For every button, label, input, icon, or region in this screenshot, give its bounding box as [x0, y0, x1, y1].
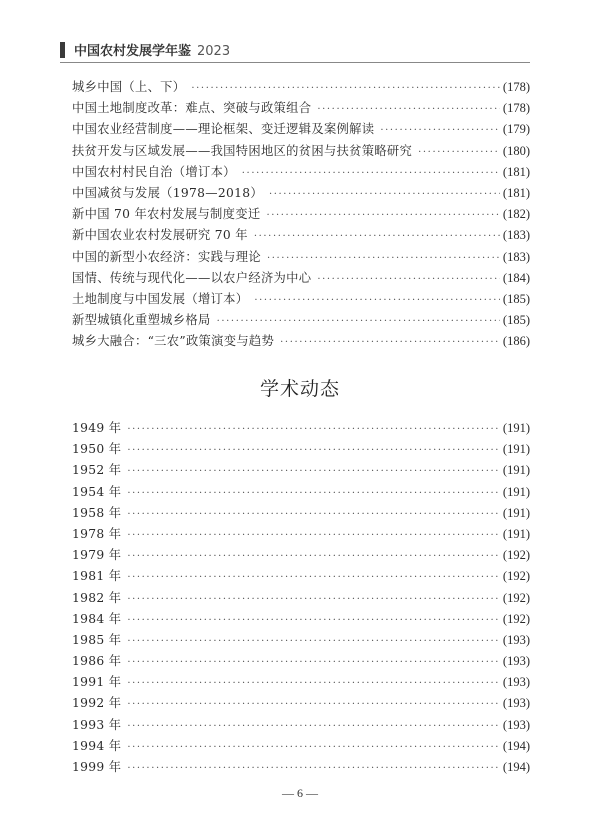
toc-dot-leader — [254, 295, 500, 306]
toc-entry[interactable] — [72, 439, 530, 460]
toc-list-books — [72, 77, 530, 352]
toc-entry-page: (193) — [502, 717, 530, 732]
toc-dot-leader — [127, 763, 500, 774]
toc-entry-page: (183) — [502, 228, 530, 243]
toc-entry[interactable] — [72, 566, 530, 587]
toc-entry-page: (185) — [502, 291, 530, 306]
toc-entry[interactable] — [72, 630, 530, 651]
toc-dot-leader — [380, 125, 500, 136]
toc-dot-leader — [127, 678, 500, 689]
toc-entry[interactable] — [72, 545, 530, 566]
page-number: — 6 — — [282, 786, 318, 800]
toc-dot-leader — [418, 147, 500, 158]
toc-entry[interactable] — [72, 482, 530, 503]
toc-entry-title: 1991 年 — [72, 675, 122, 690]
toc-entry[interactable] — [72, 141, 530, 162]
toc-entry-page: (193) — [502, 632, 530, 647]
toc-entry-title: 1993 年 — [72, 717, 122, 732]
toc-entry-title: 城乡中国（上、下） — [72, 80, 186, 94]
toc-entry-page: (193) — [502, 675, 530, 690]
toc-entry-page: (194) — [502, 738, 530, 753]
toc-entry[interactable] — [72, 77, 530, 98]
toc-entry-page: (178) — [502, 101, 530, 116]
toc-entry-title: 中国土地制度改革：难点、突破与政策组合 — [72, 101, 312, 116]
toc-entry-title: 1981 年 — [72, 569, 122, 584]
toc-dot-leader — [127, 445, 500, 456]
toc-entry-page: (181) — [502, 185, 530, 200]
toc-entry-title: 1954 年 — [72, 484, 122, 499]
toc-entry-title: 1992 年 — [72, 696, 122, 711]
toc-entry-title: 中国的新型小农经济：实践与理论 — [72, 249, 261, 264]
toc-entry[interactable] — [72, 503, 530, 524]
toc-entry-page: (184) — [502, 270, 530, 285]
toc-dot-leader — [127, 657, 500, 668]
toc-dot-leader — [127, 742, 500, 753]
toc-entry[interactable] — [72, 225, 530, 246]
toc-entry[interactable] — [72, 331, 530, 352]
toc-entry-page: (192) — [502, 590, 530, 605]
toc-entry-title: 1984 年 — [72, 611, 122, 626]
toc-entry-title: 1958 年 — [72, 505, 122, 520]
toc-dot-leader — [127, 699, 500, 710]
toc-entry-title: 1982 年 — [72, 590, 122, 605]
toc-entry-title: 1950 年 — [72, 442, 122, 457]
toc-entry-page: (180) — [502, 143, 530, 158]
toc-entry-title: 中国减贫与发展（1978—2018） — [72, 185, 263, 200]
toc-entry[interactable] — [72, 418, 530, 439]
toc-dot-leader — [127, 572, 500, 583]
toc-list-academic-events — [72, 418, 530, 778]
toc-dot-leader — [317, 104, 500, 115]
toc-dot-leader — [317, 274, 500, 285]
toc-dot-leader — [127, 594, 500, 605]
toc-entry-page: (191) — [502, 463, 530, 478]
toc-dot-leader — [254, 231, 500, 242]
toc-dot-leader — [127, 636, 500, 647]
toc-entry-title: 1999 年 — [72, 760, 122, 774]
toc-entry[interactable] — [72, 162, 530, 183]
toc-entry-page: (186) — [502, 334, 530, 349]
toc-dot-leader — [127, 488, 500, 499]
toc-entry[interactable] — [72, 183, 530, 204]
header-rule — [60, 62, 530, 63]
toc-dot-leader — [127, 551, 500, 562]
toc-entry[interactable] — [72, 651, 530, 672]
toc-entry-title: 新型城镇化重塑城乡格局 — [72, 313, 211, 328]
toc-entry-page: (192) — [502, 611, 530, 626]
toc-entry[interactable] — [72, 247, 530, 268]
toc-dot-leader — [127, 424, 500, 435]
toc-entry-title: 新中国农业农村发展研究 70 年 — [72, 228, 248, 243]
toc-entry-page: (179) — [502, 122, 530, 137]
toc-dot-leader — [267, 253, 500, 264]
toc-entry[interactable] — [72, 672, 530, 693]
toc-entry-title: 1985 年 — [72, 632, 122, 647]
toc-entry[interactable] — [72, 757, 530, 778]
toc-entry-page: (178) — [502, 80, 530, 94]
toc-entry-page: (181) — [502, 164, 530, 179]
toc-dot-leader — [127, 466, 500, 477]
toc-entry-page: (192) — [502, 569, 530, 584]
header-bar-mark — [60, 42, 65, 58]
section-heading: 学术动态 — [259, 378, 340, 400]
toc-entry-page: (182) — [502, 207, 530, 222]
toc-entry-title: 国情、传统与现代化——以农户经济为中心 — [72, 270, 312, 285]
toc-dot-leader — [280, 337, 500, 348]
toc-dot-leader — [127, 615, 500, 626]
running-header — [60, 36, 530, 60]
toc-entry-page: (191) — [502, 484, 530, 499]
toc-dot-leader — [269, 189, 500, 200]
toc-entry-title: 1994 年 — [72, 738, 122, 753]
toc-entry[interactable] — [72, 736, 530, 757]
header-year: 2023 — [197, 44, 231, 59]
toc-entry[interactable] — [72, 524, 530, 545]
toc-entry-title: 中国农业经营制度——理论框架、变迁逻辑及案例解读 — [72, 122, 375, 137]
toc-entry-page: (193) — [502, 654, 530, 669]
book-title: 中国农村发展学年鉴 — [74, 44, 192, 59]
toc-dot-leader — [127, 530, 500, 541]
toc-entry[interactable] — [72, 460, 530, 481]
toc-entry-page: (193) — [502, 696, 530, 711]
toc-entry[interactable] — [72, 268, 530, 289]
toc-entry[interactable] — [72, 310, 530, 331]
toc-entry[interactable] — [72, 98, 530, 119]
toc-entry[interactable] — [72, 693, 530, 714]
toc-entry-title: 土地制度与中国发展（增订本） — [72, 291, 249, 306]
toc-entry-title: 扶贫开发与区域发展——我国特困地区的贫困与扶贫策略研究 — [72, 143, 413, 158]
toc-entry[interactable] — [72, 588, 530, 609]
toc-entry-page: (191) — [502, 526, 530, 541]
toc-entry-page: (191) — [502, 442, 530, 457]
toc-entry[interactable] — [72, 119, 530, 140]
toc-entry-page: (194) — [502, 760, 530, 774]
toc-entry-title: 中国农村村民自治（增订本） — [72, 164, 236, 179]
toc-dot-leader — [217, 316, 500, 327]
toc-entry-page: (185) — [502, 313, 530, 328]
toc-entry-title: 1952 年 — [72, 463, 122, 478]
toc-dot-leader — [127, 509, 500, 520]
toc-entry-title: 新中国 70 年农村发展与制度变迁 — [72, 207, 261, 222]
toc-dot-leader — [242, 168, 500, 179]
toc-entry[interactable] — [72, 715, 530, 736]
toc-entry-title: 1949 年 — [72, 421, 122, 435]
toc-entry-page: (191) — [502, 421, 530, 435]
toc-entry[interactable] — [72, 609, 530, 630]
toc-entry-page: (192) — [502, 548, 530, 563]
toc-entry[interactable] — [72, 289, 530, 310]
toc-dot-leader — [191, 83, 500, 94]
toc-entry-title: 城乡大融合：“三农”政策演变与趋势 — [72, 334, 275, 349]
toc-entry[interactable] — [72, 204, 530, 225]
toc-dot-leader — [127, 721, 500, 732]
toc-entry-title: 1978 年 — [72, 526, 122, 541]
toc-dot-leader — [266, 210, 499, 221]
toc-entry-page: (191) — [502, 505, 530, 520]
toc-entry-title: 1979 年 — [72, 548, 122, 563]
toc-entry-title: 1986 年 — [72, 654, 122, 669]
header-title — [74, 40, 230, 59]
toc-entry-page: (183) — [502, 249, 530, 264]
